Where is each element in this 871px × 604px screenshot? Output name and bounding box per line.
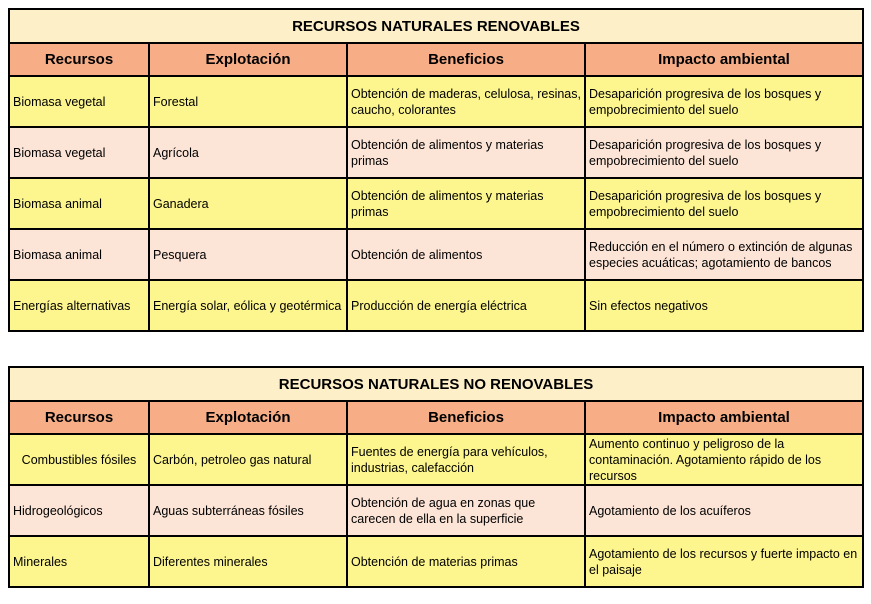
table-cell: Obtención de alimentos y materias primas [347,178,585,229]
table-row [9,76,863,127]
table-cell: Sin efectos negativos [585,280,863,331]
table-cell: Agotamiento de los acuíferos [585,485,863,536]
table-row [9,178,863,229]
column-header-explotacion: Explotación [149,401,347,434]
table-title: RECURSOS NATURALES RENOVABLES [9,9,863,43]
renewable-resources-table [8,8,864,332]
column-header-impacto: Impacto ambiental [585,43,863,76]
table-cell: Desaparición progresiva de los bosques y empobrecimiento del suelo [585,127,863,178]
table-cell: Fuentes de energía para vehículos, industrias, calefacción [347,434,585,485]
table-cell: Minerales [9,536,149,587]
column-header-beneficios: Beneficios [347,43,585,76]
table-cell: Obtención de materias primas [347,536,585,587]
table-cell: Hidrogeológicos [9,485,149,536]
column-header-beneficios: Beneficios [347,401,585,434]
table-cell: Biomasa vegetal [9,76,149,127]
table-cell: Biomasa vegetal [9,127,149,178]
table-cell: Diferentes minerales [149,536,347,587]
column-header-recursos: Recursos [9,43,149,76]
table-cell: Biomasa animal [9,229,149,280]
table-row [9,485,863,536]
table-row [9,536,863,587]
table-cell: Ganadera [149,178,347,229]
table-cell: Obtención de maderas, celulosa, resinas, caucho, colorantes [347,76,585,127]
table-cell: Carbón, petroleo gas natural [149,434,347,485]
table-cell: Agrícola [149,127,347,178]
table-cell: Pesquera [149,229,347,280]
table-cell: Desaparición progresiva de los bosques y empobrecimiento del suelo [585,76,863,127]
table-title: RECURSOS NATURALES NO RENOVABLES [9,367,863,401]
table-cell: Aumento continuo y peligroso de la contaminación. Agotamiento rápido de los recursos [585,434,863,485]
table-row [9,127,863,178]
table-row [9,434,863,485]
table-cell: Agotamiento de los recursos y fuerte impacto en el paisaje [585,536,863,587]
table-cell: Desaparición progresiva de los bosques y empobrecimiento del suelo [585,178,863,229]
column-header-explotacion: Explotación [149,43,347,76]
table-cell: Obtención de alimentos y materias primas [347,127,585,178]
table-cell: Obtención de agua en zonas que carecen de ella en la superficie [347,485,585,536]
table-row [9,280,863,331]
table-cell: Biomasa animal [9,178,149,229]
table-cell: Energías alternativas [9,280,149,331]
column-header-recursos: Recursos [9,401,149,434]
table-cell: Aguas subterráneas fósiles [149,485,347,536]
table-row [9,229,863,280]
table-cell: Obtención de alimentos [347,229,585,280]
table-cell: Energía solar, eólica y geotérmica [149,280,347,331]
table-cell: Forestal [149,76,347,127]
table-cell: Producción de energía eléctrica [347,280,585,331]
nonrenewable-resources-table [8,366,864,588]
table-cell: Combustibles fósiles [9,434,149,485]
column-header-impacto: Impacto ambiental [585,401,863,434]
table-cell: Reducción en el número o extinción de algunas especies acuáticas; agotamiento de bancos [585,229,863,280]
